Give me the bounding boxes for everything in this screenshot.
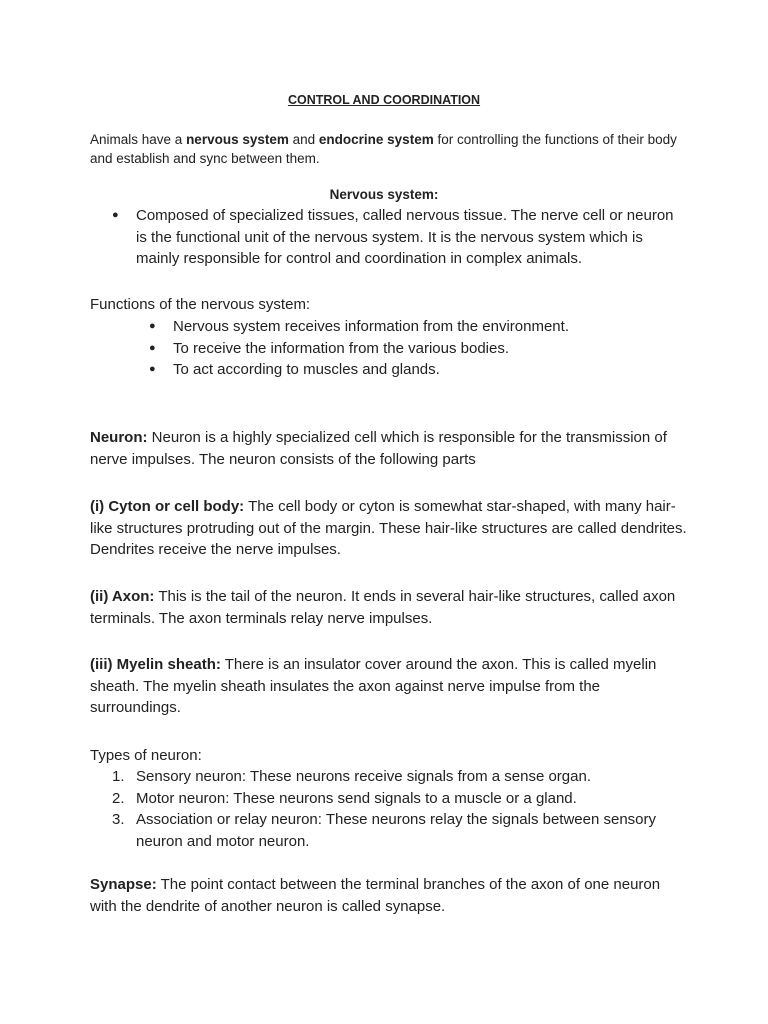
synapse-paragraph: [90, 874, 690, 917]
myelin-label: (iii) Myelin sheath:: [90, 656, 221, 673]
list-number: 2.: [112, 789, 125, 807]
nervous-system-heading: Nervous system:: [329, 187, 439, 202]
list-item-text: To receive the information from the various bodies.: [173, 339, 509, 357]
axon-paragraph: [90, 586, 690, 629]
list-item: [112, 205, 676, 270]
list-item-text: To act according to muscles and glands.: [173, 361, 440, 379]
synapse-text: The point contact between the terminal branches of the axon of one neuron with the dendrite of another neuron is called synapse.: [90, 876, 661, 915]
myelin-paragraph: [90, 654, 690, 719]
functions-heading: Functions of the nervous system:: [90, 296, 311, 313]
list-item: [149, 359, 693, 381]
list-item: [149, 338, 693, 360]
list-item-text: Sensory neuron: These neurons receive signals from a sense organ.: [136, 768, 591, 785]
list-item: [149, 316, 693, 338]
list-item-text: Association or relay neuron: These neurons relay the signals between sensory neuron and motor neuron.: [136, 811, 657, 850]
synapse-label: Synapse:: [90, 876, 157, 893]
types-list: [112, 766, 676, 852]
bullet-icon: ●: [149, 320, 156, 332]
neuron-paragraph: [90, 427, 690, 470]
types-heading: Types of neuron:: [90, 747, 202, 764]
nervous-system-list: [112, 205, 676, 270]
bullet-icon: ●: [149, 363, 156, 376]
cyton-text: The cell body or cyton is somewhat star-shaped, with many hair-like structures protruding out of the margin. These hair-like structures are called dendrites. Dendrites receive the nerve impulses.: [90, 498, 687, 559]
list-number: 3.: [112, 811, 125, 829]
intro-paragraph: [90, 130, 680, 168]
list-item-text: Motor neuron: These neurons send signals to a muscle or a gland.: [136, 789, 577, 807]
list-item: [112, 766, 676, 788]
list-item: [112, 788, 676, 810]
axon-text: This is the tail of the neuron. It ends in several hair-like structures, called axon terminals. The axon terminals relay nerve impulses.: [90, 588, 676, 627]
document-title: CONTROL AND COORDINATION: [287, 93, 481, 107]
intro-text-3: for controlling the functions of their body and establish and sync between them.: [90, 132, 677, 166]
myelin-text: There is an insulator cover around the axon. This is called myelin sheath. The myelin sheath insulates the axon against nerve impulse from the surroundings.: [90, 656, 657, 717]
list-number: 1.: [112, 768, 125, 785]
list-item: [112, 809, 676, 852]
intro-text-2: and: [288, 132, 319, 147]
list-item-text: Composed of specialized tissues, called nervous tissue. The nerve cell or neuron is the functional unit of the nervous system. It is the nervous system which is mainly responsible for control and coordination in complex animals.: [136, 207, 674, 268]
list-item-text: Nervous system receives information from the environment.: [173, 318, 569, 335]
cyton-label: (i) Cyton or cell body:: [90, 498, 245, 515]
functions-list: [149, 316, 693, 381]
neuron-label: Neuron:: [90, 429, 148, 446]
cyton-paragraph: [90, 496, 690, 561]
neuron-text: Neuron is a highly specialized cell which is responsible for the transmission of nerve impulses. The neuron consists of the following parts: [90, 429, 667, 468]
axon-label: (ii) Axon:: [90, 588, 155, 605]
bullet-icon: ●: [149, 341, 156, 354]
intro-bold-endocrine: endocrine system: [318, 132, 434, 147]
intro-bold-nervous: nervous system: [186, 132, 289, 147]
intro-text-1: Animals have a: [90, 132, 187, 147]
bullet-icon: ●: [112, 209, 119, 221]
